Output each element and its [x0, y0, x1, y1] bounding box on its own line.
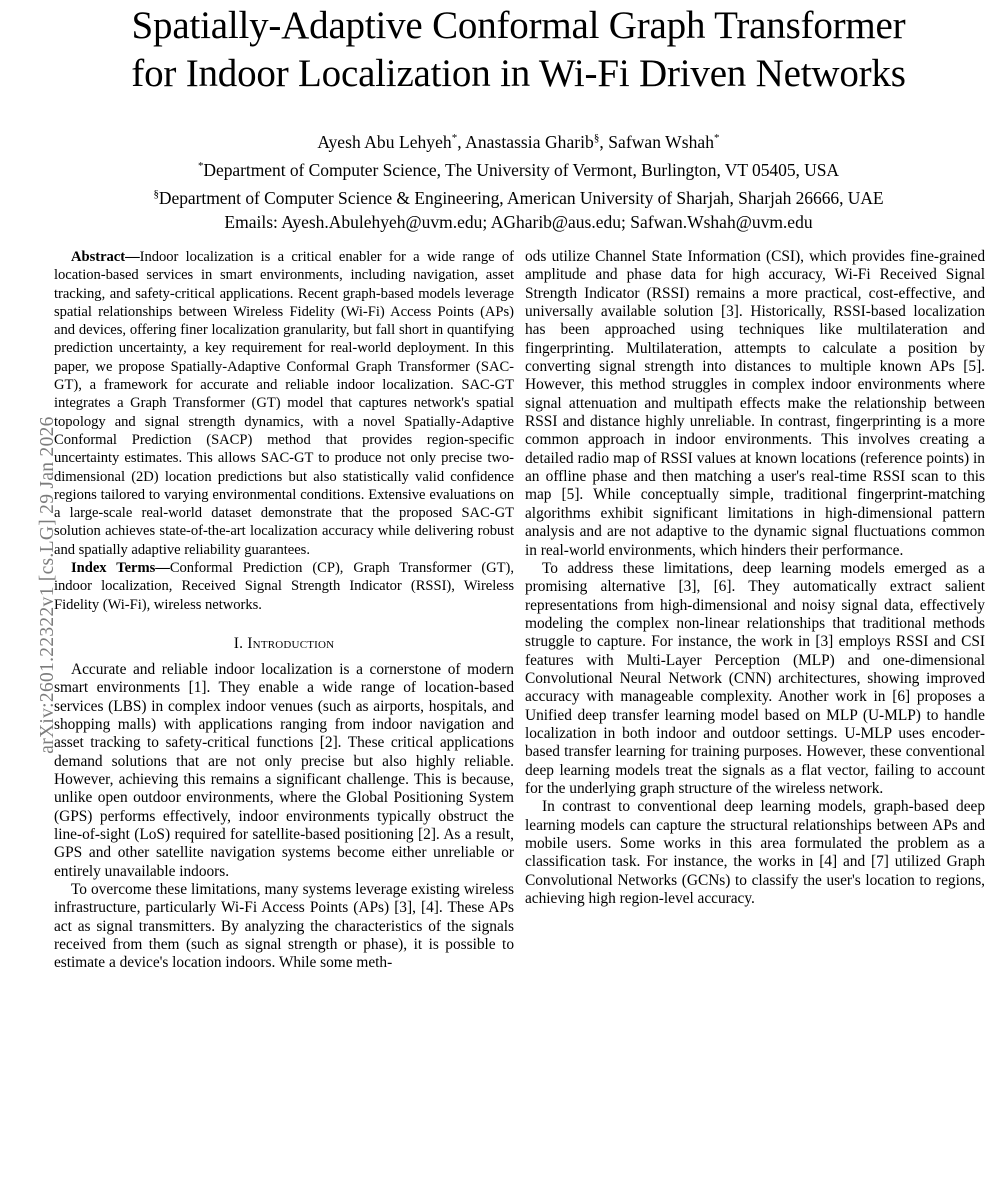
paragraph-intro-4: To address these limitations, deep learning models emerged as a promising alternative [3], [6]. They automatically extract salient representations from high-dimensional and noisy signal data, effectively modeling the complex non-linear relationships that traditional methods struggle to capture. For instance, the work in [3] employs RSSI and CSI features with Multi-Layer Perception (MLP) and one-dimensional Convolutional Neural Network (CNN) architectures, showing improved accuracy with manageable complexity. Another work in [6] proposes a Unified deep transfer learning model based on MLP (U-MLP) to handle localization in both indoor and outdoor settings. U-MLP uses encoder-based transfer learning for training purposes. However, these conventional deep learning models treat the signals as a flat vector, failing to account for the underlying graph structure of the wireless network. — [525, 559, 985, 797]
section-heading-introduction: I. Introduction — [233, 634, 335, 652]
abstract-paragraph — [54, 248, 514, 559]
paragraph-intro-1: Accurate and reliable indoor localization is a cornerstone of modern smart environments [1]. They enable a wide range of location-based services (LBS) in complex indoor venues (such as airports, hospitals, and shopping malls) with applications ranging from indoor navigation and asset tracking to safety-critical functions [2]. These critical applications demand solutions that are not only precise but also highly reliable. However, achieving this remains a significant challenge. This is because, unlike open outdoor environments, where the Global Positioning System (GPS) performs effectively, indoor environments typically obstruct the line-of-sight (LoS) required for satellite-based positioning [2]. As a result, GPS and other satellite navigation systems become either unreliable or entirely unavailable indoors. — [54, 660, 514, 880]
title-block — [52, 0, 985, 235]
arxiv-identifier-stamp — [0, 0, 58, 1200]
arxiv-identifier-text: arXiv:2601.22322v1 [cs.LG] 29 Jan 2026 — [37, 416, 58, 754]
index-terms-paragraph — [54, 559, 514, 614]
two-column-body — [52, 248, 985, 1200]
page-title-line-1: Spatially-Adaptive Conformal Graph Transformer — [131, 4, 906, 47]
affiliation-secondary: §Department of Computer Science & Engineering, American University of Sharjah, Sharjah 26666, UAE — [153, 187, 884, 208]
author-list: Ayesh Abu Lehyeh*, Anastassia Gharib§, Safwan Wshah* — [317, 131, 720, 152]
paragraph-intro-2: To overcome these limitations, many systems leverage existing wireless infrastructure, particularly Wi-Fi Access Points (APs) [3], [4]. These APs act as signal transmitters. By analyzing the characteristics of the signals received from them (such as signal strength or phase), it is possible to estimate a device's location indoors. While some meth- — [54, 881, 514, 972]
paragraph-intro-5: In contrast to conventional deep learning models, graph-based deep learning models can capture the structural relationships between APs and mobile users. Some works in this area formulated the problem as a classification task. For instance, the works in [4] and [7] utilized Graph Convolutional Networks (GCNs) to classify the user's location to regions, achieving high region-level accuracy. — [525, 798, 985, 908]
index-terms-label: Index Terms— — [71, 560, 170, 577]
paper-page — [52, 0, 985, 1200]
page-title — [52, 2, 985, 98]
column-right — [525, 248, 985, 1200]
abstract-label: Abstract— — [71, 249, 140, 265]
author-emails: Emails: Ayesh.Abulehyeh@uvm.edu; AGharib@aus.edu; Safwan.Wshah@uvm.edu — [224, 212, 813, 233]
index-terms-text: Conformal Prediction (CP), Graph Transformer (GT), indoor localization, Received Signal Strength Indicator (RSSI), Wireless Fidelity (Wi-Fi), wireless networks. — [54, 560, 514, 613]
abstract-text: Indoor localization is a critical enabler for a wide range of location-based services in smart environments, including navigation, asset tracking, and safety-critical applications. Recent graph-based models leverage spatial relationships between Wireless Fidelity (Wi-Fi) Access Points (APs) and devices, offering finer localization granularity, but fall short in quantifying prediction uncertainty, a key requirement for real-world deployment. In this paper, we propose Spatially-Adaptive Conformal Graph Transformer (SAC-GT), a framework for accurate and reliable indoor localization. SAC-GT integrates a Graph Transformer (GT) model that captures network's spatial topology and signal strength dynamics, with a novel Spatially-Adaptive Conformal Prediction (SACP) method that provides region-specific uncertainty estimates. This allows SAC-GT to produce not only precise two-dimensional (2D) location predictions but also statistically valid confidence regions tailored to varying environmental conditions. Extensive evaluations on a large-scale real-world dataset demonstrate that the proposed SAC-GT solution achieves state-of-the-art localization accuracy while delivering robust and spatially adaptive reliability guarantees. — [54, 249, 514, 558]
paragraph-intro-3: ods utilize Channel State Information (CSI), which provides fine-grained amplitude and phase data for high accuracy, Wi-Fi Received Signal Strength Indicator (RSSI) remains a more practical, cost-effective, and universally available solution [3]. Historically, RSSI-based localization has been approached using techniques like multilateration and fingerprinting. Multilateration, attempts to calculate a position by converting signal strength into distances to multiple known APs [5]. However, this method struggles in complex indoor environments where signal attenuation and multipath effects make the relationship between RSSI and distance highly unreliable. In contrast, fingerprinting is a more common approach in indoor environments. This involves creating a detailed radio map of RSSI values at known locations (reference points) in an offline phase and then matching a user's real-time RSSI scan to this map [5]. While conceptually simple, traditional fingerprint-matching algorithms exhibit significant limitations in high-dimensional pattern analysis and are not adaptive to the dynamic signal fluctuations common in real-world environments, which hinders their performance. — [525, 248, 985, 559]
column-left — [54, 248, 514, 1200]
page-title-line-2: for Indoor Localization in Wi-Fi Driven Networks — [131, 52, 906, 95]
affiliation-primary: *Department of Computer Science, The University of Vermont, Burlington, VT 05405, USA — [197, 159, 840, 180]
